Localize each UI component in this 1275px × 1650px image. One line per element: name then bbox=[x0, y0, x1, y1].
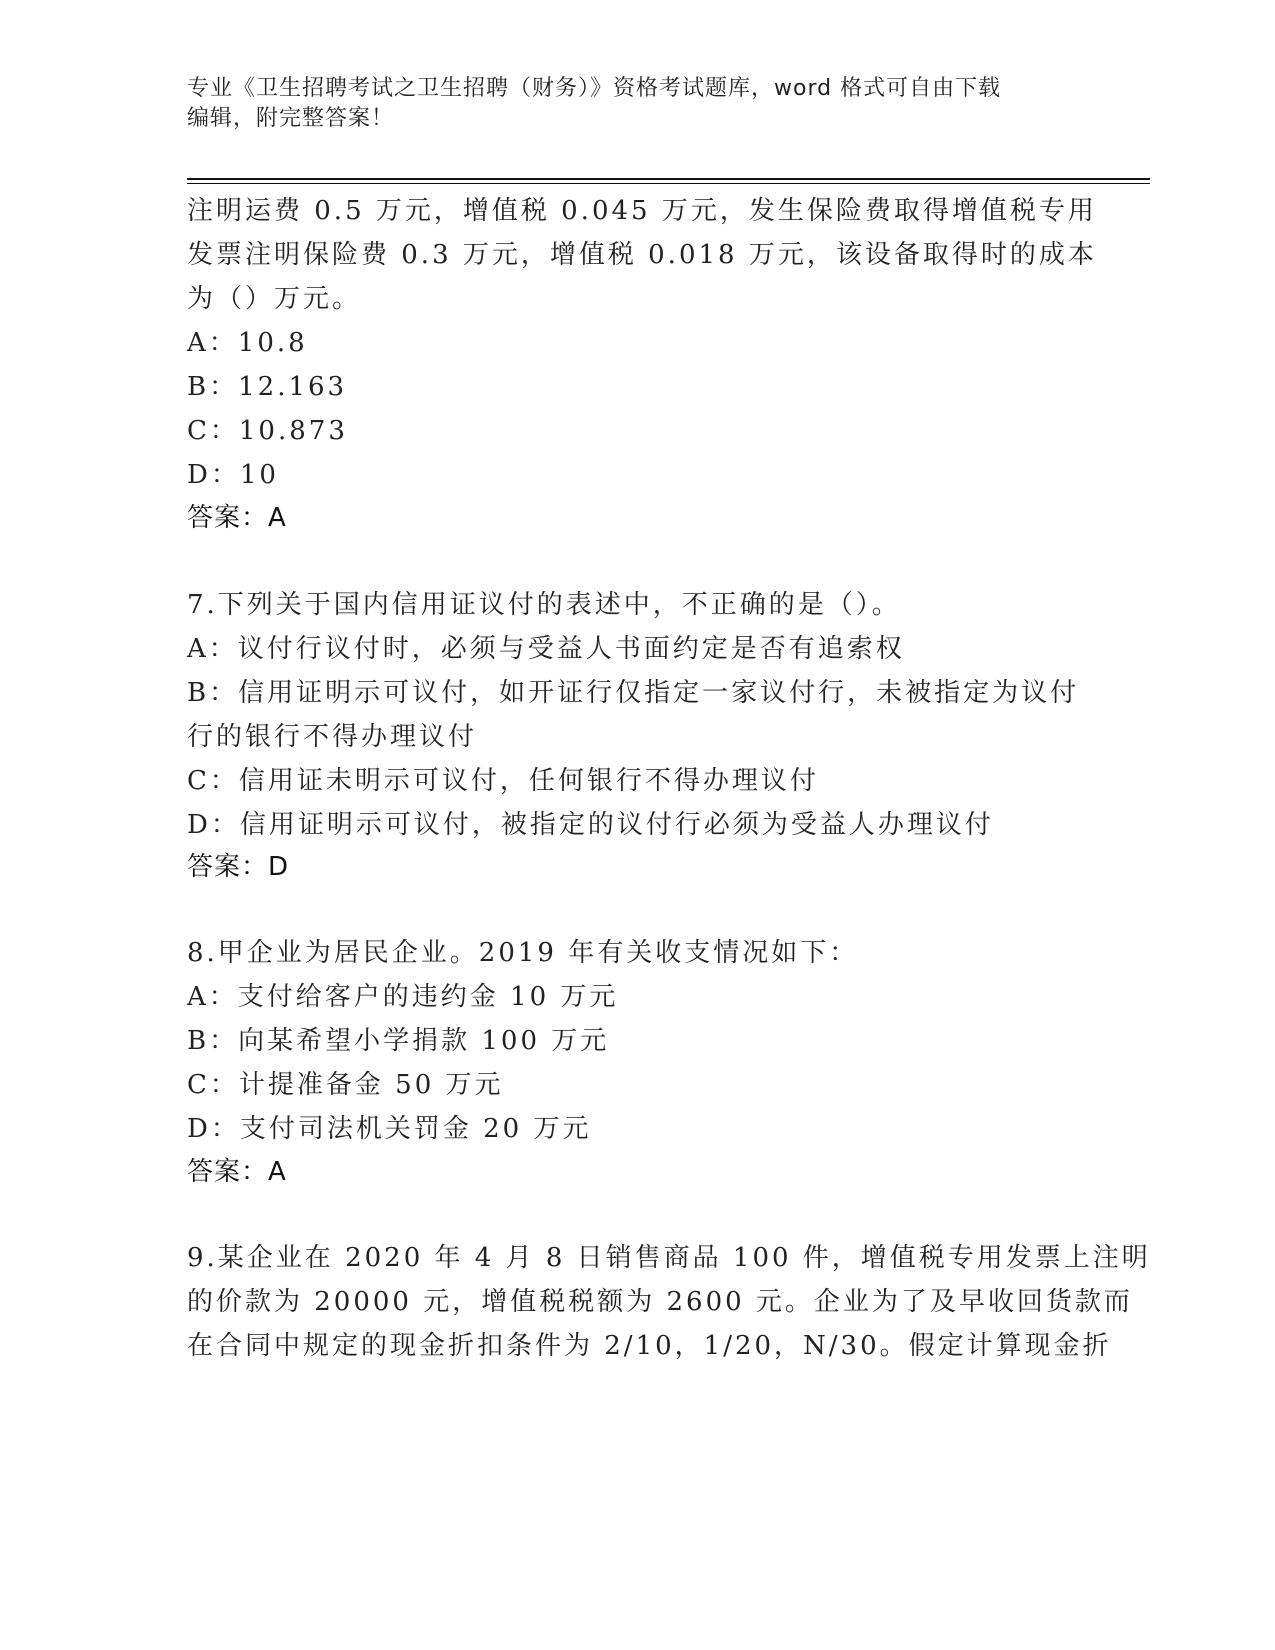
q7-option-b: B：信用证明示可议付，如开证行仅指定一家议付行，未被指定为议付 bbox=[187, 678, 1080, 708]
q6-option-d: D：10 bbox=[187, 460, 279, 490]
q7-stem: 7.下列关于国内信用证议付的表述中，不正确的是（）。 bbox=[187, 590, 901, 620]
q8-stem: 8.甲企业为居民企业。2019 年有关收支情况如下： bbox=[187, 938, 859, 968]
q7-option-d: D：信用证明示可议付，被指定的议付行必须为受益人办理议付 bbox=[187, 810, 994, 840]
q6-option-a: A：10.8 bbox=[187, 328, 308, 358]
q8-option-a: A：支付给客户的违约金 10 万元 bbox=[187, 982, 619, 1012]
q9-stem-line-3: 在合同中规定的现金折扣条件为 2/10，1/20，N/30。假定计算现金折 bbox=[187, 1331, 1112, 1361]
q7-option-c: C：信用证未明示可议付，任何银行不得办理议付 bbox=[187, 766, 819, 796]
q7-option-b-cont: 行的银行不得办理议付 bbox=[187, 722, 478, 752]
q6-option-b: B：12.163 bbox=[187, 372, 348, 402]
header-line-2: 编辑，附完整答案！ bbox=[187, 106, 395, 131]
q8-answer: 答案：A bbox=[187, 1157, 287, 1187]
q8-option-d: D：支付司法机关罚金 20 万元 bbox=[187, 1114, 592, 1144]
q6-stem-line-3: 为（）万元。 bbox=[187, 284, 362, 314]
header-divider-thick bbox=[187, 178, 1150, 180]
q7-option-a: A：议付行议付时，必须与受益人书面约定是否有追索权 bbox=[187, 634, 905, 664]
q6-answer: 答案：A bbox=[187, 503, 287, 533]
q6-stem-line-2: 发票注明保险费 0.3 万元，增值税 0.018 万元，该设备取得时的成本 bbox=[187, 240, 1097, 270]
header-line-1: 专业《卫生招聘考试之卫生招聘（财务）》资格考试题库，word 格式可自由下载 bbox=[187, 76, 1002, 101]
q8-option-c: C：计提准备金 50 万元 bbox=[187, 1070, 504, 1100]
q9-stem-line-2: 的价款为 20000 元，增值税税额为 2600 元。企业为了及早收回货款而 bbox=[187, 1287, 1133, 1317]
header-divider-thin bbox=[187, 183, 1150, 184]
q7-answer: 答案：D bbox=[187, 852, 290, 882]
q9-stem-line-1: 9.某企业在 2020 年 4 月 8 日销售商品 100 件，增值税专用发票上注明 bbox=[187, 1243, 1151, 1273]
q6-option-c: C：10.873 bbox=[187, 416, 348, 446]
q8-option-b: B：向某希望小学捐款 100 万元 bbox=[187, 1026, 610, 1056]
document-header bbox=[187, 74, 1067, 134]
q6-stem-line-1: 注明运费 0.5 万元，增值税 0.045 万元，发生保险费取得增值税专用 bbox=[187, 196, 1097, 226]
